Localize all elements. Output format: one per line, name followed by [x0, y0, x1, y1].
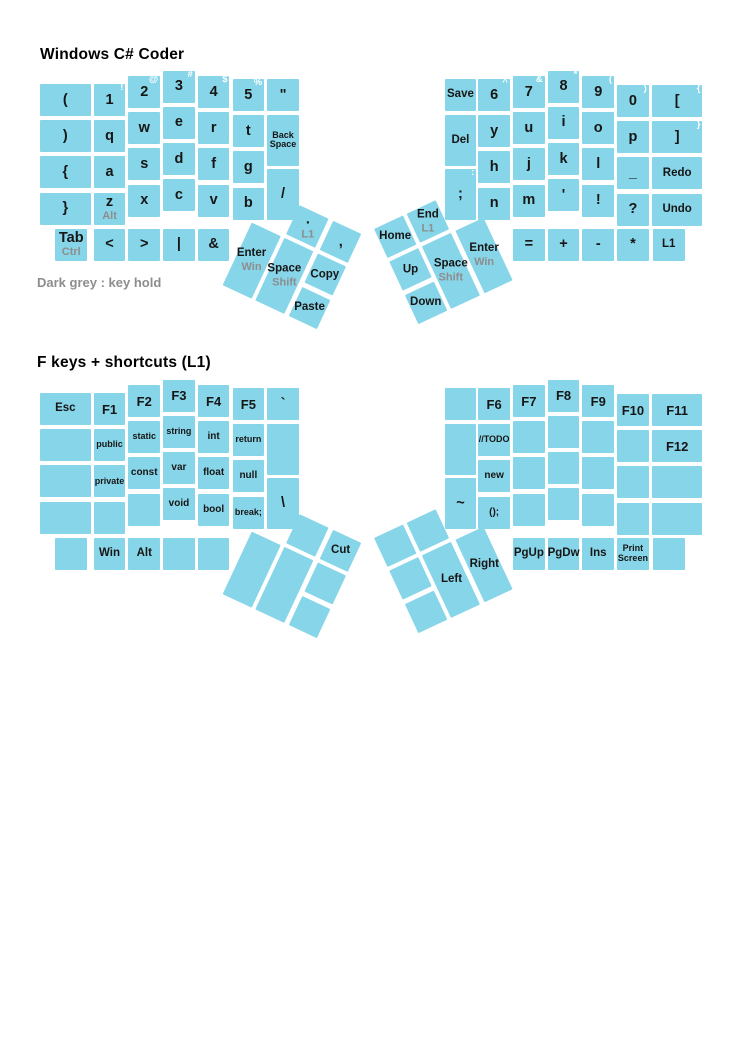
key-f1: [94, 393, 126, 425]
key-alt: [128, 538, 160, 570]
keycap-label: Redo: [662, 166, 692, 179]
keycap-label: bool: [203, 503, 225, 515]
key-f8: [548, 380, 580, 412]
key-f2: [128, 385, 160, 417]
keycap-label: ): [62, 127, 68, 144]
keycap-label: string: [166, 425, 192, 436]
key-blank: [582, 494, 614, 526]
keycap-label: null: [239, 470, 258, 482]
keycap-label: i: [561, 114, 566, 131]
key-const: [128, 457, 160, 489]
key-blank: [445, 424, 477, 475]
keycap-label: z Alt: [102, 193, 117, 223]
shift-symbol: {: [696, 83, 701, 94]
keycap-label: F5: [240, 396, 256, 412]
keycap-label: ]: [674, 128, 680, 145]
shift-symbol: ^: [502, 77, 508, 88]
shift-symbol: &: [535, 74, 543, 85]
key-blank: [653, 538, 685, 570]
keycap-label: const: [130, 467, 158, 479]
keycap-label: break;: [234, 506, 262, 517]
layer2-title: F keys + shortcuts (L1): [37, 354, 211, 371]
keycap-label: Ins: [589, 546, 607, 559]
keycap-label: Space Shift: [267, 262, 302, 289]
key-f3: [163, 380, 195, 412]
keycap-label: return: [235, 434, 262, 445]
keycap-label: g: [243, 159, 253, 176]
keycap-label: 8: [559, 78, 568, 95]
keycap-label: l: [596, 156, 601, 173]
keycap-label: [: [674, 92, 680, 109]
keycap-label: void: [168, 498, 190, 510]
keycap-label: ": [279, 86, 287, 103]
key-pgup: [513, 538, 545, 570]
key-void: [163, 488, 195, 520]
keycap-label: x: [140, 192, 149, 209]
keycap-label: static: [132, 431, 156, 442]
keycap-label: Back Space: [269, 129, 297, 150]
key-backtick: [267, 388, 299, 420]
keycap-label: f: [211, 156, 217, 173]
keycap-label: &: [208, 236, 219, 253]
keycap-label: private: [94, 475, 125, 486]
keycap-label: Space Shift: [434, 257, 469, 284]
key-ins: [582, 538, 614, 570]
keycap-label: h: [489, 159, 499, 176]
keycap-label: _: [628, 165, 637, 182]
key-blank: [55, 538, 87, 570]
keycap-label: t: [245, 122, 251, 139]
keycap-label: new: [484, 470, 504, 482]
shift-symbol: !: [120, 82, 124, 93]
keycap-label: p: [628, 128, 638, 145]
shift-symbol: :: [471, 167, 475, 179]
key-public: [94, 429, 126, 461]
key-return: [233, 424, 265, 456]
keycap-label: -: [595, 236, 601, 253]
key-blank: [94, 502, 126, 534]
keycap-label: Down: [410, 296, 442, 309]
keycap-label: k: [559, 150, 568, 167]
keycap-label: <: [105, 236, 114, 253]
key-blank: [40, 465, 91, 497]
key-blank: [617, 430, 649, 462]
keycap-label: PgUp: [513, 546, 544, 559]
key-f5: [233, 388, 265, 420]
keycap-label: F7: [521, 393, 537, 409]
keycap-label: (: [62, 91, 68, 108]
key-float: [198, 457, 230, 489]
key-blank: [652, 466, 703, 498]
key-win: [94, 538, 126, 570]
shift-symbol: $: [222, 74, 228, 85]
keycap-label: . L1: [301, 211, 315, 241]
key-blank: [548, 416, 580, 448]
keycap-label: j: [526, 156, 531, 173]
key-f10: [617, 394, 649, 426]
keycap-label: F2: [136, 393, 152, 409]
keycap-label: F11: [666, 402, 688, 418]
keycap-label: +: [559, 236, 568, 253]
keycap-label: y: [490, 122, 499, 139]
key-blank: [513, 421, 545, 453]
key-f4: [198, 385, 230, 417]
keycap-label: Right: [469, 557, 499, 570]
keycap-label: Print Screen: [617, 542, 648, 563]
key-f6: [478, 388, 510, 420]
keycap-label: Alt: [136, 546, 152, 559]
keycap-label: F4: [206, 393, 222, 409]
key-blank: [198, 538, 230, 570]
keycap-label: F3: [171, 388, 187, 403]
keycap-label: v: [209, 192, 218, 209]
keycap-label: Enter Win: [236, 247, 267, 273]
keycap-label: ,: [338, 233, 343, 250]
keycap-label: Enter Win: [469, 242, 499, 268]
keycap-label: var: [171, 461, 187, 473]
keycap-label: ': [561, 186, 566, 203]
keycap-label: Left: [440, 573, 462, 586]
key-string: [163, 416, 195, 448]
keycap-label: int: [207, 431, 220, 443]
keycap-label: b: [243, 195, 253, 212]
key-blank: [289, 596, 331, 638]
key-blank: [548, 488, 580, 520]
key-f12: [652, 430, 703, 462]
keycap-label: F12: [665, 438, 689, 454]
keycap-label: //TODO: [478, 434, 510, 445]
keycap-label: !: [595, 192, 601, 209]
keycap-label: Del: [451, 133, 470, 146]
keycap-label: 2: [140, 83, 149, 100]
keycap-label: 9: [594, 83, 603, 100]
keycap-label: Save: [447, 88, 474, 101]
keycap-label: Up: [402, 263, 419, 276]
keycap-label: m: [522, 192, 536, 209]
keycap-label: `: [280, 395, 286, 412]
keycap-label: d: [174, 150, 184, 167]
keycap-label: \: [281, 495, 286, 512]
keycap-label: Home: [379, 230, 412, 243]
keycap-label: r: [210, 119, 217, 136]
key-blank: [582, 457, 614, 489]
layer1-title: Windows C# Coder: [40, 46, 185, 63]
shift-symbol: }: [696, 119, 701, 131]
key-blank: [513, 457, 545, 489]
keycap-label: Win: [99, 546, 121, 559]
key-var: [163, 452, 195, 484]
keycap-label: Paste: [294, 301, 326, 314]
key-f9: [582, 385, 614, 417]
key-f7: [513, 385, 545, 417]
keycap-label: w: [138, 119, 150, 136]
keycap-label: 3: [174, 78, 183, 95]
shift-symbol: (: [608, 74, 613, 85]
keycap-label: s: [140, 156, 149, 173]
keycap-label: a: [105, 164, 114, 181]
legend-key-hold: Dark grey : key hold: [37, 275, 162, 290]
keycap-label: End L1: [417, 208, 439, 234]
keycap-label: =: [524, 236, 534, 253]
key-int: [198, 421, 230, 453]
keycap-label: ~: [456, 495, 465, 512]
key-static: [128, 421, 160, 453]
key-blank: [267, 424, 299, 475]
key-null: [233, 460, 265, 492]
keycap-label: F9: [590, 393, 606, 409]
keycap-label: >: [140, 236, 149, 253]
keycap-label: 7: [524, 83, 533, 100]
key-blank: [582, 421, 614, 453]
shift-symbol: @: [148, 74, 159, 85]
key-blank: [128, 494, 160, 526]
key-pgdw: [548, 538, 580, 570]
keycap-label: 0: [628, 92, 637, 109]
keycap-label: F6: [486, 396, 502, 412]
shift-symbol: ): [643, 83, 647, 94]
key-blank: [304, 563, 346, 605]
key-private: [94, 465, 126, 497]
keycap-label: Copy: [310, 268, 340, 281]
keycap-label: F10: [621, 402, 645, 418]
keycap-label: |: [176, 236, 181, 253]
keycap-label: {: [62, 164, 69, 181]
keycap-label: e: [174, 114, 183, 131]
shift-symbol: %: [253, 77, 263, 88]
keycap-label: F8: [555, 388, 572, 403]
keycap-label: Esc: [55, 402, 76, 415]
keycap-label: u: [524, 119, 534, 136]
key-blank: [548, 452, 580, 484]
key-bool: [198, 494, 230, 526]
keycap-label: F1: [101, 401, 118, 417]
keycap-label: L1: [662, 237, 676, 250]
keycap-label: ();: [489, 506, 500, 518]
keycap-label: public: [96, 439, 123, 450]
keycap-label: *: [630, 236, 636, 253]
keycap-label: 6: [490, 86, 499, 103]
key-esc: [40, 393, 91, 425]
key-blank: [513, 494, 545, 526]
keycap-label: 4: [209, 83, 218, 100]
keycap-label: /: [281, 186, 286, 203]
keycap-label: Undo: [662, 202, 692, 215]
shift-symbol: *: [573, 68, 578, 80]
keycap-label: c: [174, 186, 183, 203]
keycap-label: n: [489, 195, 499, 212]
key-blank: [617, 503, 649, 535]
keycap-label: 5: [244, 86, 253, 103]
keycap-label: o: [593, 119, 603, 136]
shift-symbol: #: [187, 68, 193, 80]
key-blank: [652, 503, 703, 535]
keycap-label: PgDw: [547, 546, 580, 559]
keycap-label: }: [62, 200, 69, 217]
keycap-label: Tab Ctrl: [58, 229, 84, 259]
key-print-screen: [617, 538, 649, 570]
key-blank: [445, 388, 477, 420]
key-blank: [40, 502, 91, 534]
key-blank: [40, 429, 91, 461]
keycap-label: 1: [105, 91, 114, 108]
keycap-label: q: [105, 127, 114, 144]
keycap-label: ;: [458, 186, 463, 203]
keycap-label: ?: [628, 201, 638, 218]
keycap-label: float: [203, 467, 225, 479]
key-new: [478, 460, 510, 492]
key-f11: [652, 394, 703, 426]
key-todo-comment: [478, 424, 510, 456]
keycap-label: Cut: [330, 544, 351, 557]
key-blank: [617, 466, 649, 498]
key-blank: [163, 538, 195, 570]
